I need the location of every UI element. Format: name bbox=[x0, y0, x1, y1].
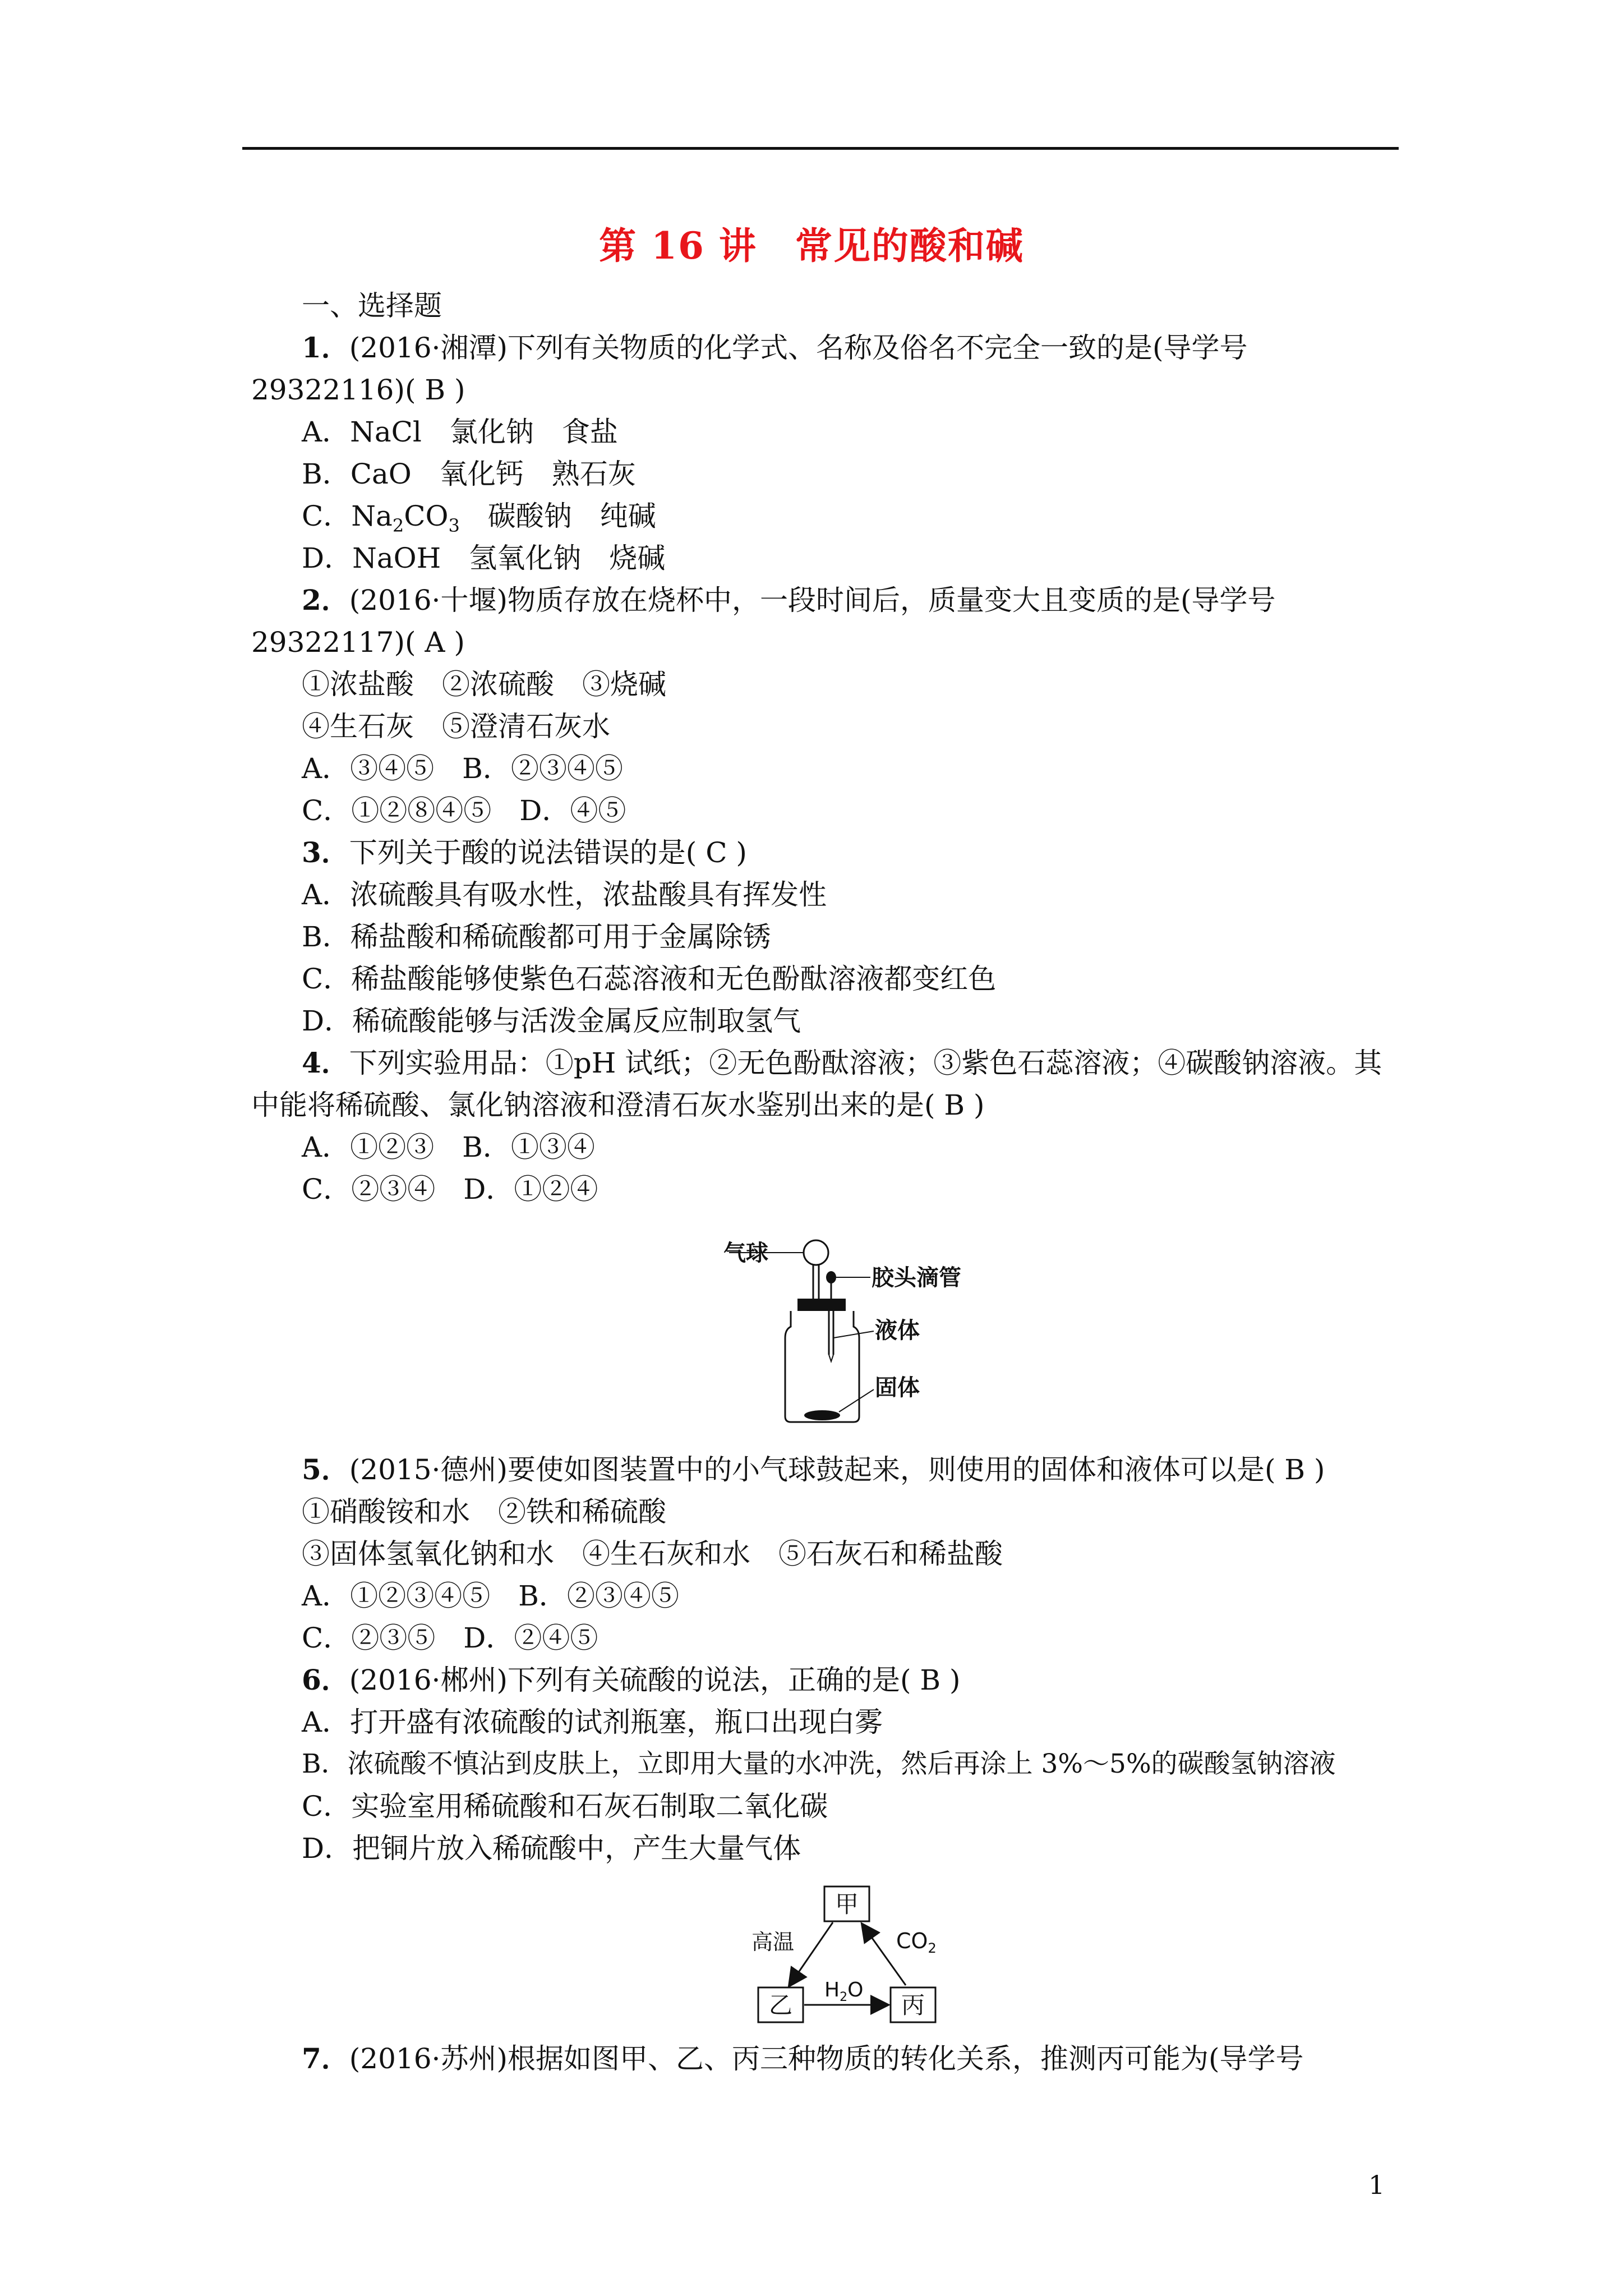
option-text: CO bbox=[404, 500, 449, 532]
q6-option-d: D．把铜片放入稀硫酸中，产生大量气体 bbox=[302, 1832, 801, 1865]
balloon-apparatus-figure bbox=[723, 1231, 970, 1433]
q2-options-cd: C．①②⑧④⑤ D．④⑤ bbox=[302, 794, 626, 827]
balloon-icon bbox=[804, 1240, 828, 1265]
q1-option-a: A．NaCl 氯化钠 食盐 bbox=[302, 416, 618, 448]
q2-items-2: ④生石灰 ⑤澄清石灰水 bbox=[302, 710, 610, 743]
question-1 bbox=[302, 331, 1247, 365]
question-number: 7． bbox=[302, 2042, 349, 2075]
option-text: 碳酸钠 纯碱 bbox=[459, 500, 656, 532]
question-3 bbox=[302, 836, 747, 869]
q3-option-a: A．浓硫酸具有吸水性，浓盐酸具有挥发性 bbox=[302, 878, 827, 911]
question-5 bbox=[302, 1453, 1325, 1487]
question-text: (2016·湘潭)下列有关物质的化学式、名称及俗名不完全一致的是(导学号 bbox=[349, 332, 1248, 364]
q6-option-c: C．实验室用稀硫酸和石灰石制取二氧化碳 bbox=[302, 1790, 828, 1823]
q1-option-d: D．NaOH 氢氧化钠 烧碱 bbox=[302, 542, 666, 574]
question-text: 下列关于酸的说法错误的是( C ) bbox=[349, 836, 747, 869]
solid-label: 固体 bbox=[875, 1375, 920, 1401]
dropper-label: 胶头滴管 bbox=[872, 1265, 961, 1291]
q1-option-c bbox=[302, 499, 656, 542]
question-4 bbox=[302, 1046, 1382, 1080]
q2-options-ab: A．③④⑤ B．②③④⑤ bbox=[302, 752, 623, 785]
subscript: 3 bbox=[448, 515, 460, 536]
q3-option-c: C．稀盐酸能够使紫色石蕊溶液和无色酚酞溶液都变红色 bbox=[302, 963, 997, 995]
question-text: (2016·郴州)下列有关硫酸的说法，正确的是( B ) bbox=[349, 1664, 961, 1696]
label-bing: 丙 bbox=[901, 1991, 925, 2019]
question-number: 6． bbox=[302, 1663, 349, 1696]
question-2-continued: 29322117)( A ) bbox=[251, 626, 465, 659]
question-number: 4． bbox=[302, 1046, 349, 1079]
question-4-continued: 中能将稀硫酸、氯化钠溶液和澄清石灰水鉴别出来的是( B ) bbox=[251, 1089, 985, 1121]
q6-option-b: B．浓硫酸不慎沾到皮肤上，立即用大量的水冲洗，然后再涂上 3%～5%的碳酸氢钠溶液 bbox=[302, 1749, 1336, 1779]
subscript: 2 bbox=[392, 515, 404, 536]
solid-icon bbox=[804, 1410, 840, 1420]
question-number: 1． bbox=[302, 331, 349, 364]
question-text: (2016·苏州)根据如图甲、乙、丙三种物质的转化关系，推测丙可能为(导学号 bbox=[349, 2042, 1304, 2075]
bottle-icon bbox=[785, 1311, 859, 1422]
label-co2: $CO_2$ bbox=[896, 1929, 937, 1956]
q5-items-2: ③固体氢氧化钠和水 ④生石灰和水 ⑤石灰石和稀盐酸 bbox=[302, 1538, 1003, 1570]
question-6 bbox=[302, 1663, 961, 1697]
arrow-jia-to-yi bbox=[790, 1922, 833, 1985]
label-high-temp: 高温 bbox=[751, 1930, 795, 1954]
q1-option-b: B．CaO 氧化钙 熟石灰 bbox=[302, 458, 636, 490]
q4-options-cd: C．②③④ D．①②④ bbox=[302, 1173, 598, 1205]
q3-option-b: B．稀盐酸和稀硫酸都可用于金属除锈 bbox=[302, 921, 771, 953]
q5-options-ab: A．①②③④⑤ B．②③④⑤ bbox=[302, 1580, 679, 1612]
question-number: 3． bbox=[302, 836, 349, 869]
page-number: 1 bbox=[1368, 2170, 1385, 2200]
balloon-label: 气球 bbox=[723, 1240, 768, 1266]
liquid-label: 液体 bbox=[875, 1318, 920, 1343]
conversion-diagram bbox=[746, 1882, 970, 2028]
label-jia: 甲 bbox=[834, 1890, 859, 1918]
q5-options-cd: C．②③⑤ D．②④⑤ bbox=[302, 1622, 598, 1654]
section-heading: 一、选择题 bbox=[302, 289, 442, 322]
header-rule bbox=[242, 147, 1399, 150]
question-2 bbox=[302, 583, 1275, 617]
question-text: (2015·德州)要使如图装置中的小气球鼓起来，则使用的固体和液体可以是( B ) bbox=[349, 1453, 1325, 1486]
q6-option-a: A．打开盛有浓硫酸的试剂瓶塞，瓶口出现白雾 bbox=[302, 1706, 883, 1738]
label-yi: 乙 bbox=[768, 1991, 793, 2019]
question-7 bbox=[302, 2042, 1303, 2076]
dropper-bulb-icon bbox=[826, 1271, 836, 1283]
question-1-continued bbox=[251, 373, 465, 407]
question-text: 29322116)( B ) bbox=[251, 374, 465, 406]
q5-items-1: ①硝酸铵和水 ②铁和稀硫酸 bbox=[302, 1496, 666, 1528]
q4-options-ab: A．①②③ B．①③④ bbox=[302, 1131, 595, 1163]
q2-items-1: ①浓盐酸 ②浓硫酸 ③烧碱 bbox=[302, 668, 666, 701]
option-text: C．Na bbox=[302, 500, 393, 532]
question-text: (2016·十堰)物质存放在烧杯中，一段时间后，质量变大且变质的是(导学号 bbox=[349, 584, 1276, 616]
label-h2o: $H_2O$ bbox=[824, 1978, 864, 2004]
q3-option-d: D．稀硫酸能够与活泼金属反应制取氢气 bbox=[302, 1005, 801, 1037]
page-title: 第 16 讲 常见的酸和碱 bbox=[599, 224, 1024, 268]
question-number: 2． bbox=[302, 583, 349, 616]
question-text: 下列实验用品：①pH 试纸；②无色酚酞溶液；③紫色石蕊溶液；④碳酸钠溶液。其 bbox=[349, 1047, 1382, 1079]
stopper-icon bbox=[797, 1299, 846, 1311]
question-number: 5． bbox=[302, 1453, 349, 1486]
